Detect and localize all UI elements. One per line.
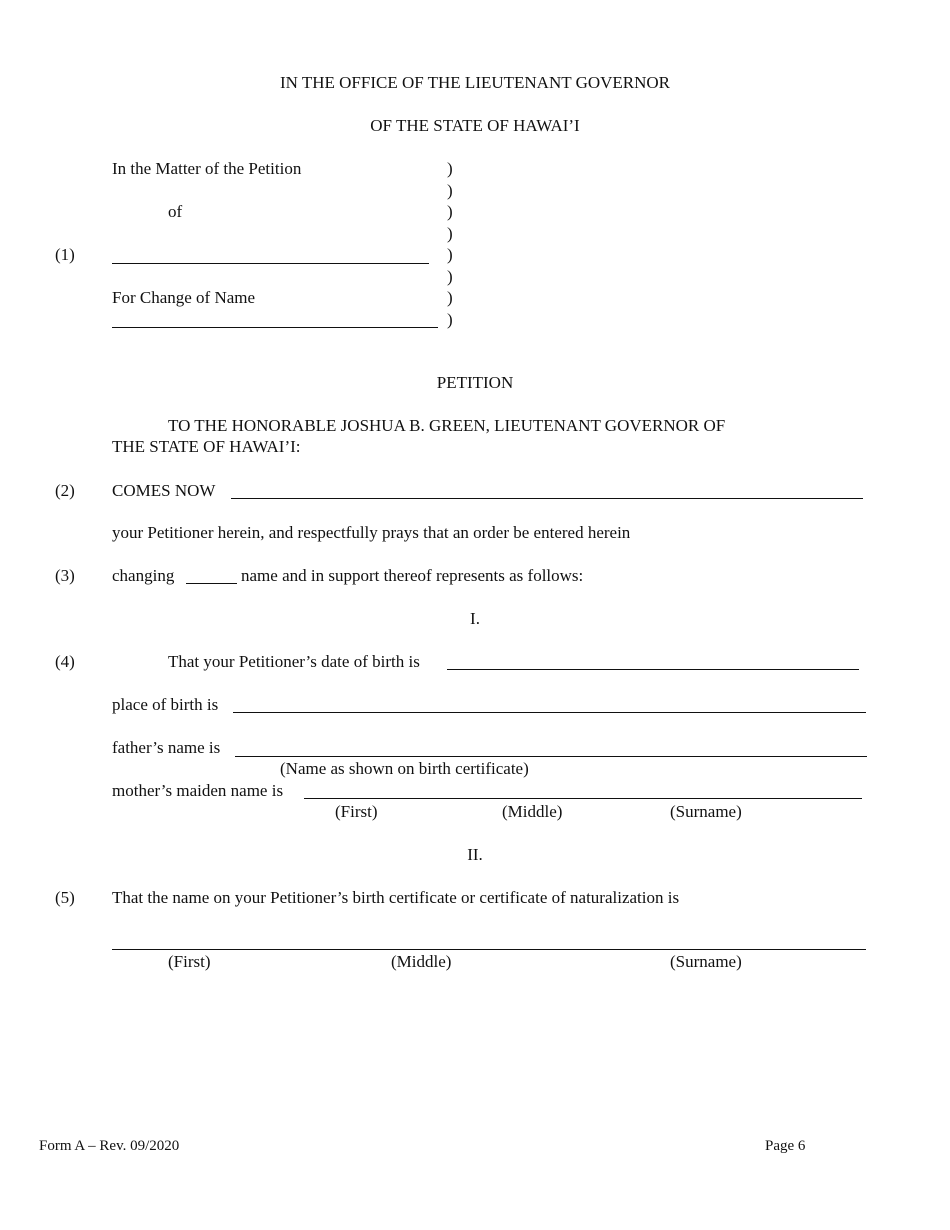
cert-surname-caption: (Surname) xyxy=(670,952,742,971)
change-name-line[interactable] xyxy=(112,327,438,328)
caption-matter: In the Matter of the Petition xyxy=(112,159,302,178)
father-line[interactable] xyxy=(235,756,867,757)
birth-cert-name-line[interactable] xyxy=(112,949,866,950)
caption-paren: ) xyxy=(447,224,453,243)
caption-paren: ) xyxy=(447,159,453,178)
dob-label: That your Petitioner’s date of birth is xyxy=(168,652,420,671)
pob-line[interactable] xyxy=(233,712,866,713)
father-label: father’s name is xyxy=(112,738,221,757)
mother-first-caption: (First) xyxy=(335,802,378,821)
caption-change: For Change of Name xyxy=(112,288,256,307)
caption-paren: ) xyxy=(447,288,453,307)
item-number-2: (2) xyxy=(55,481,75,500)
dob-line[interactable] xyxy=(447,669,859,670)
changing-blank-line[interactable] xyxy=(186,583,237,584)
petition-title: PETITION xyxy=(436,373,514,392)
cert-middle-caption: (Middle) xyxy=(391,952,452,971)
caption-paren: ) xyxy=(447,267,453,286)
section-one-heading: I. xyxy=(470,609,480,628)
birth-cert-text: That the name on your Petitioner’s birth certificate or certificate of naturalization is xyxy=(112,888,680,907)
caption-paren: ) xyxy=(447,181,453,200)
pob-label: place of birth is xyxy=(112,695,219,714)
mother-label: mother’s maiden name is xyxy=(112,781,284,800)
prays-text: your Petitioner herein, and respectfully prays that an order be entered herein xyxy=(112,523,631,542)
comes-now-label: COMES NOW xyxy=(112,481,216,500)
section-two-heading: II. xyxy=(467,845,483,864)
mother-surname-caption: (Surname) xyxy=(670,802,742,821)
name-as-shown-caption: (Name as shown on birth certificate) xyxy=(280,759,529,778)
page-number: Page 6 xyxy=(765,1138,806,1154)
item-number-1: (1) xyxy=(55,245,75,264)
item-number-5: (5) xyxy=(55,888,75,907)
mother-middle-caption: (Middle) xyxy=(502,802,563,821)
name-support-text: name and in support thereof represents as follows: xyxy=(241,566,584,585)
form-revision: Form A – Rev. 09/2020 xyxy=(39,1138,180,1154)
caption-paren: ) xyxy=(447,202,453,221)
caption-paren: ) xyxy=(447,245,453,264)
salutation-line-2: THE STATE OF HAWAI’I: xyxy=(112,437,301,456)
cert-first-caption: (First) xyxy=(168,952,211,971)
header-line-1: IN THE OFFICE OF THE LIEUTENANT GOVERNOR xyxy=(279,73,671,92)
comes-now-line[interactable] xyxy=(231,498,863,499)
petitioner-name-line[interactable] xyxy=(112,263,429,264)
item-number-3: (3) xyxy=(55,566,75,585)
caption-of: of xyxy=(168,202,183,221)
item-number-4: (4) xyxy=(55,652,75,671)
salutation-line-1: TO THE HONORABLE JOSHUA B. GREEN, LIEUTENANT GOVERNOR OF xyxy=(168,416,726,435)
header-line-2: OF THE STATE OF HAWAI’I xyxy=(370,116,580,135)
caption-paren: ) xyxy=(447,310,453,329)
mother-line[interactable] xyxy=(304,798,862,799)
changing-label: changing xyxy=(112,566,175,585)
